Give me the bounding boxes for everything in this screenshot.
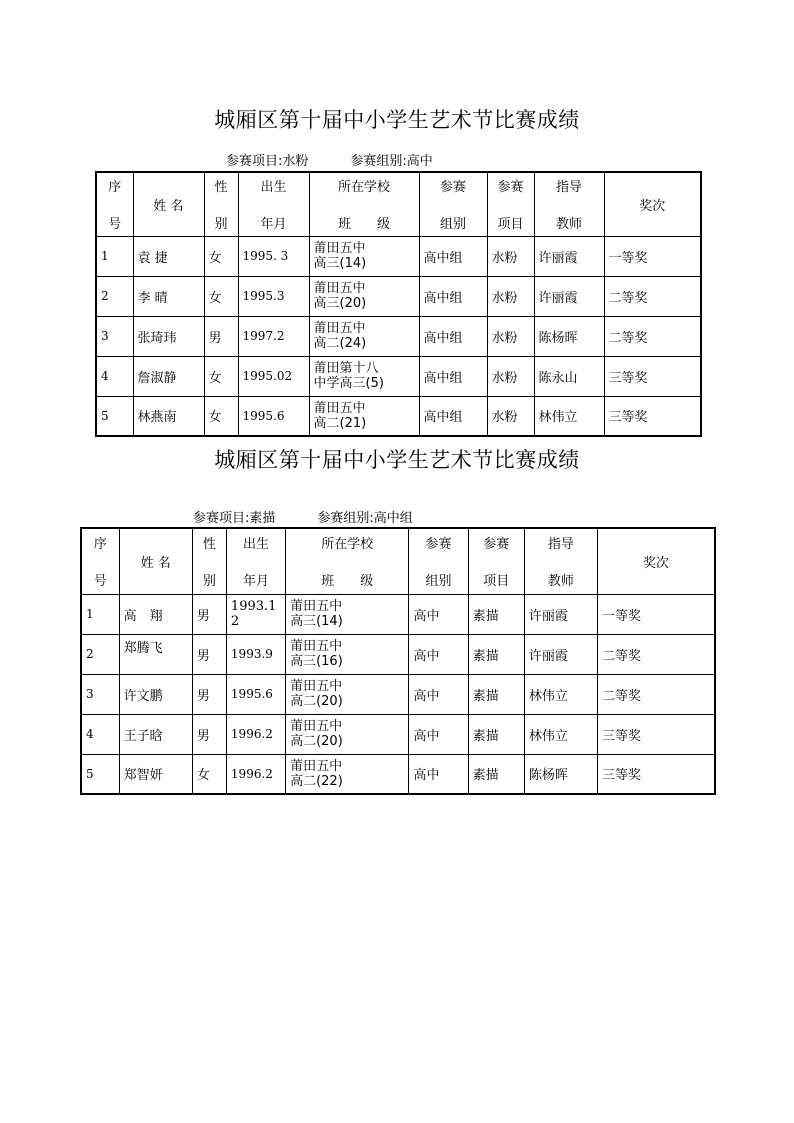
cell-group: 高中组	[419, 236, 487, 276]
header-school: 所在学校 班 级	[286, 528, 409, 594]
cell-project: 素描	[468, 634, 524, 674]
cell-birth: 1995.6	[238, 396, 309, 436]
cell-project: 素描	[468, 674, 524, 714]
header-award: 奖次	[598, 528, 715, 594]
cell-birth: 1995.02	[238, 356, 309, 396]
table-row	[81, 674, 715, 714]
table2-project: 参赛项目:素描	[193, 511, 276, 526]
cell-group: 高中组	[419, 316, 487, 356]
table1-subtitle	[226, 150, 433, 169]
cell-seq: 5	[81, 754, 119, 794]
cell-project: 素描	[468, 754, 524, 794]
header-gender: 性 别	[204, 172, 238, 236]
cell-gender: 男	[192, 714, 226, 754]
cell-birth: 1995. 3	[238, 236, 309, 276]
cell-school: 莆田五中 高三(20)	[309, 276, 419, 316]
cell-school: 莆田五中 高三(16)	[286, 634, 409, 674]
cell-school: 莆田五中 高二(20)	[286, 674, 409, 714]
cell-school: 莆田五中 高二(21)	[309, 396, 419, 436]
table1-title: 城厢区第十届中小学生艺术节比赛成绩	[214, 108, 580, 132]
header-teacher: 指导 教师	[524, 528, 597, 594]
cell-project: 水粉	[487, 276, 534, 316]
cell-gender: 女	[192, 754, 226, 794]
cell-award: 二等奖	[604, 316, 701, 356]
cell-seq: 3	[96, 316, 133, 356]
cell-award: 三等奖	[598, 754, 715, 794]
cell-name: 王子晗	[119, 714, 192, 754]
table1	[95, 171, 702, 437]
table-row	[81, 634, 715, 674]
header-project: 参赛 项目	[468, 528, 524, 594]
cell-award: 三等奖	[604, 356, 701, 396]
table1-group: 参赛组别:高中	[350, 154, 433, 169]
cell-group: 高中	[409, 634, 468, 674]
cell-group: 高中组	[419, 276, 487, 316]
table-row	[96, 276, 701, 316]
cell-group: 高中组	[419, 356, 487, 396]
header-group: 参赛 组别	[419, 172, 487, 236]
table-row	[96, 236, 701, 276]
cell-gender: 女	[204, 276, 238, 316]
header-birth: 出生 年月	[238, 172, 309, 236]
cell-award: 二等奖	[598, 674, 715, 714]
header-name: 姓 名	[119, 528, 192, 594]
cell-seq: 4	[96, 356, 133, 396]
table-row	[81, 594, 715, 634]
cell-teacher: 许丽霞	[534, 236, 604, 276]
cell-group: 高中	[409, 674, 468, 714]
table2-title: 城厢区第十届中小学生艺术节比赛成绩	[214, 448, 580, 472]
cell-birth: 1996.2	[226, 754, 285, 794]
cell-name: 郑腾飞	[119, 634, 192, 674]
table-row	[81, 754, 715, 794]
cell-project: 水粉	[487, 356, 534, 396]
cell-birth: 1993.9	[226, 634, 285, 674]
cell-birth: 1993.1 2	[226, 594, 285, 634]
cell-birth: 1996.2	[226, 714, 285, 754]
cell-school: 莆田五中 高二(20)	[286, 714, 409, 754]
header-birth: 出生 年月	[226, 528, 285, 594]
cell-name: 詹淑静	[133, 356, 204, 396]
header-school: 所在学校 班 级	[309, 172, 419, 236]
cell-group: 高中	[409, 594, 468, 634]
cell-gender: 女	[204, 356, 238, 396]
cell-teacher: 林伟立	[524, 674, 597, 714]
cell-teacher: 陈永山	[534, 356, 604, 396]
cell-award: 二等奖	[598, 634, 715, 674]
cell-birth: 1995.6	[226, 674, 285, 714]
cell-gender: 男	[192, 634, 226, 674]
table2-group: 参赛组别:高中组	[317, 511, 413, 526]
cell-award: 一等奖	[598, 594, 715, 634]
cell-school: 莆田五中 高三(14)	[286, 594, 409, 634]
cell-name: 高 翔	[119, 594, 192, 634]
cell-birth: 1997.2	[238, 316, 309, 356]
cell-seq: 3	[81, 674, 119, 714]
cell-teacher: 许丽霞	[524, 634, 597, 674]
cell-project: 水粉	[487, 316, 534, 356]
cell-teacher: 许丽霞	[534, 276, 604, 316]
table1-project: 参赛项目:水粉	[226, 154, 309, 169]
header-teacher: 指导 教师	[534, 172, 604, 236]
table2-header-row	[81, 528, 715, 594]
header-gender: 性 别	[192, 528, 226, 594]
cell-seq: 1	[96, 236, 133, 276]
cell-gender: 女	[204, 236, 238, 276]
cell-school: 莆田五中 高二(24)	[309, 316, 419, 356]
cell-seq: 4	[81, 714, 119, 754]
table-row	[96, 396, 701, 436]
cell-seq: 2	[96, 276, 133, 316]
header-group: 参赛 组别	[409, 528, 468, 594]
cell-group: 高中	[409, 714, 468, 754]
header-seq: 序 号	[81, 528, 119, 594]
cell-award: 二等奖	[604, 276, 701, 316]
cell-teacher: 陈杨晖	[534, 316, 604, 356]
cell-name: 郑智妍	[119, 754, 192, 794]
cell-project: 水粉	[487, 396, 534, 436]
cell-gender: 男	[192, 674, 226, 714]
cell-teacher: 陈杨晖	[524, 754, 597, 794]
table-row	[96, 316, 701, 356]
cell-award: 一等奖	[604, 236, 701, 276]
table2	[80, 527, 716, 795]
table-row	[96, 356, 701, 396]
cell-school: 莆田第十八 中学高三(5)	[309, 356, 419, 396]
cell-name: 林燕南	[133, 396, 204, 436]
cell-gender: 女	[204, 396, 238, 436]
cell-seq: 2	[81, 634, 119, 674]
header-name: 姓 名	[133, 172, 204, 236]
cell-name: 袁 捷	[133, 236, 204, 276]
cell-group: 高中组	[419, 396, 487, 436]
table1-header-row	[96, 172, 701, 236]
cell-name: 李 晴	[133, 276, 204, 316]
header-project: 参赛 项目	[487, 172, 534, 236]
cell-award: 三等奖	[604, 396, 701, 436]
cell-school: 莆田五中 高二(22)	[286, 754, 409, 794]
cell-project: 水粉	[487, 236, 534, 276]
cell-name: 许文鹏	[119, 674, 192, 714]
cell-seq: 5	[96, 396, 133, 436]
header-seq: 序 号	[96, 172, 133, 236]
cell-teacher: 许丽霞	[524, 594, 597, 634]
cell-award: 三等奖	[598, 714, 715, 754]
table2-subtitle	[193, 507, 413, 526]
header-award: 奖次	[604, 172, 701, 236]
cell-seq: 1	[81, 594, 119, 634]
table-row	[81, 714, 715, 754]
cell-gender: 男	[192, 594, 226, 634]
cell-project: 素描	[468, 714, 524, 754]
cell-teacher: 林伟立	[534, 396, 604, 436]
cell-name: 张琦玮	[133, 316, 204, 356]
cell-birth: 1995.3	[238, 276, 309, 316]
cell-school: 莆田五中 高三(14)	[309, 236, 419, 276]
cell-group: 高中	[409, 754, 468, 794]
cell-teacher: 林伟立	[524, 714, 597, 754]
cell-gender: 男	[204, 316, 238, 356]
cell-project: 素描	[468, 594, 524, 634]
